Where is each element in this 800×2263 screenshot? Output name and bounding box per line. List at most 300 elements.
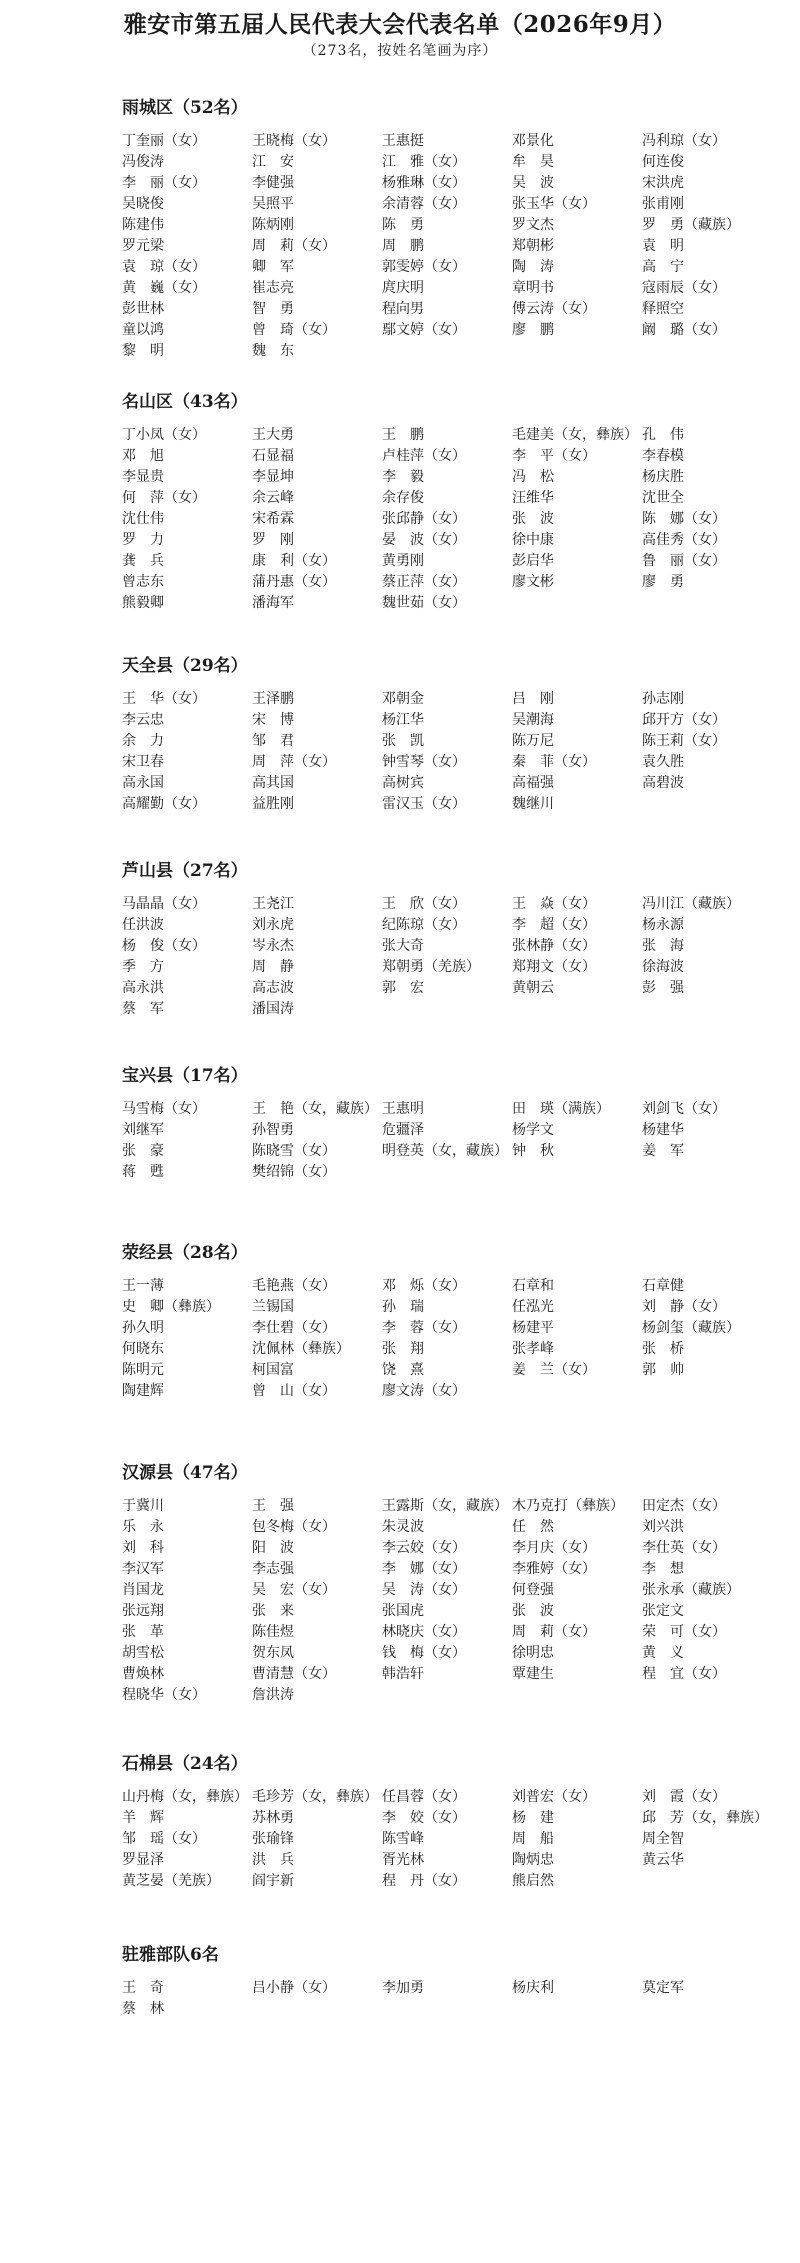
- representative-name: 宋卫春: [122, 754, 164, 770]
- representative-name: 田 瑛（满族）: [512, 1101, 610, 1117]
- representative-name: 王大勇: [252, 427, 294, 443]
- representative-name: 任 然: [512, 1519, 554, 1535]
- representative-name: 周 船: [512, 1831, 554, 1847]
- representative-name: 陶建辉: [122, 1383, 164, 1399]
- representative-name: 张 来: [252, 1603, 294, 1619]
- representative-name: 鲁 丽（女）: [642, 553, 726, 569]
- representative-name: 杨庆胜: [642, 469, 684, 485]
- representative-name: 张 桥: [642, 1341, 684, 1357]
- representative-name: 张 海: [642, 938, 684, 954]
- representative-name: 张 翔: [382, 1341, 424, 1357]
- representative-name: 黄云华: [642, 1852, 684, 1868]
- representative-name: 吴潮海: [512, 712, 554, 728]
- representative-name: 任泓光: [512, 1299, 554, 1315]
- representative-name: 邓朝金: [382, 691, 424, 707]
- representative-name: 余 力: [122, 733, 164, 749]
- representative-name: 高永洪: [122, 980, 164, 996]
- representative-name: 孙智勇: [252, 1122, 294, 1138]
- representative-name: 宋 博: [252, 712, 294, 728]
- representative-name: 杨庆利: [512, 1980, 554, 1996]
- representative-name: 李云姣（女）: [382, 1540, 466, 1556]
- representative-name: 包冬梅（女）: [252, 1519, 336, 1535]
- representative-name: 蔡 军: [122, 1001, 164, 1017]
- representative-name: 韩浩轩: [382, 1666, 424, 1682]
- representative-name: 程 宜（女）: [642, 1666, 726, 1682]
- representative-name: 罗文杰: [512, 217, 554, 233]
- representative-name: 潘海军: [252, 595, 294, 611]
- representative-name: 陈 娜（女）: [642, 511, 726, 527]
- representative-name: 郭 宏: [382, 980, 424, 996]
- representative-name: 杨建平: [512, 1320, 554, 1336]
- representative-name: 何 萍（女）: [122, 490, 206, 506]
- representative-name: 曹焕林: [122, 1666, 164, 1682]
- name-grid: [122, 1978, 782, 2020]
- representative-name: 徐海波: [642, 959, 684, 975]
- section-1: [122, 389, 782, 614]
- representative-name: 肖国龙: [122, 1582, 164, 1598]
- representative-name: 刘 静（女）: [642, 1299, 726, 1315]
- representative-name: 晏 波（女）: [382, 532, 466, 548]
- section-5: [122, 1240, 782, 1402]
- representative-name: 彭启华: [512, 553, 554, 569]
- representative-name: 丁奎丽（女）: [122, 133, 206, 149]
- representative-name: 袁 明: [642, 238, 684, 254]
- representative-name: 傅云涛（女）: [512, 301, 596, 317]
- representative-name: 贺东凤: [252, 1645, 294, 1661]
- representative-name: 李春模: [642, 448, 684, 464]
- representative-name: 张孝峰: [512, 1341, 554, 1357]
- representative-name: 张 波: [512, 1603, 554, 1619]
- representative-name: 张 凯: [382, 733, 424, 749]
- representative-name: 余存俊: [382, 490, 424, 506]
- representative-name: 陈王莉（女）: [642, 733, 726, 749]
- representative-name: 冯俊涛: [122, 154, 164, 170]
- representative-name: 李 毅: [382, 469, 424, 485]
- representative-name: 冯川江（藏族）: [642, 896, 740, 912]
- representative-name: 张 波: [512, 511, 554, 527]
- representative-name: 熊启然: [512, 1873, 554, 1889]
- representative-name: 邓 旭: [122, 448, 164, 464]
- representative-name: 邱 芳（女，彝族）: [642, 1810, 768, 1826]
- representative-name: 高志波: [252, 980, 294, 996]
- section-heading: 荥经县（28名）: [122, 1243, 248, 1263]
- representative-name: 王 艳（女，藏族）: [252, 1101, 378, 1117]
- representative-name: 陈 勇: [382, 217, 424, 233]
- representative-name: 山丹梅（女，彝族）: [122, 1789, 248, 1805]
- representative-name: 邱开方（女）: [642, 712, 726, 728]
- representative-name: 杨剑玺（藏族）: [642, 1320, 740, 1336]
- representative-name: 林晓庆（女）: [382, 1624, 466, 1640]
- representative-name: 余清蓉（女）: [382, 196, 466, 212]
- name-grid: [122, 1099, 782, 1183]
- representative-name: 蔡 林: [122, 2001, 164, 2017]
- representative-name: 罗 力: [122, 532, 164, 548]
- representative-name: 罗元梁: [122, 238, 164, 254]
- representative-name: 饶 熹: [382, 1362, 424, 1378]
- section-heading: 驻雅部队6名: [122, 1945, 219, 1965]
- representative-name: 石显福: [252, 448, 294, 464]
- representative-name: 高佳秀（女）: [642, 532, 726, 548]
- representative-name: 卿 军: [252, 259, 294, 275]
- representative-name: 王 焱（女）: [512, 896, 596, 912]
- representative-name: 李 姣（女）: [382, 1810, 466, 1826]
- representative-name: 黄芝晏（羌族）: [122, 1873, 220, 1889]
- representative-name: 熊毅卿: [122, 595, 164, 611]
- representative-name: 高 宁: [642, 259, 684, 275]
- representative-name: 高碧波: [642, 775, 684, 791]
- representative-name: 释照空: [642, 301, 684, 317]
- representative-name: 乐 永: [122, 1519, 164, 1535]
- section-4: [122, 1063, 782, 1183]
- name-grid: [122, 131, 782, 362]
- representative-name: 黄 巍（女）: [122, 280, 206, 296]
- representative-name: 徐明忠: [512, 1645, 554, 1661]
- representative-name: 沈仕伟: [122, 511, 164, 527]
- representative-name: 吴 涛（女）: [382, 1582, 466, 1598]
- representative-name: 郭雯婷（女）: [382, 259, 466, 275]
- representative-name: 陶炳忠: [512, 1852, 554, 1868]
- representative-name: 张 豪: [122, 1143, 164, 1159]
- representative-name: 宋洪虎: [642, 175, 684, 191]
- representative-name: 王惠明: [382, 1101, 424, 1117]
- section-7: [122, 1751, 782, 1892]
- representative-name: 刘普宏（女）: [512, 1789, 596, 1805]
- representative-name: 曾志东: [122, 574, 164, 590]
- representative-name: 沈佩林（彝族）: [252, 1341, 350, 1357]
- representative-name: 孙久明: [122, 1320, 164, 1336]
- representative-name: 智 勇: [252, 301, 294, 317]
- representative-name: 王一薄: [122, 1278, 164, 1294]
- representative-name: 阚 璐（女）: [642, 322, 726, 338]
- representative-name: 覃建生: [512, 1666, 554, 1682]
- section-2: [122, 653, 782, 815]
- representative-name: 郑翔文（女）: [512, 959, 596, 975]
- representative-name: 高其国: [252, 775, 294, 791]
- representative-name: 毛艳燕（女）: [252, 1278, 336, 1294]
- representative-name: 邓景化: [512, 133, 554, 149]
- representative-name: 鄢文婷（女）: [382, 322, 466, 338]
- representative-name: 吴 波: [512, 175, 554, 191]
- representative-name: 陈晓雪（女）: [252, 1143, 336, 1159]
- representative-name: 王惠挺: [382, 133, 424, 149]
- representative-name: 黄朝云: [512, 980, 554, 996]
- representative-name: 黎 明: [122, 343, 164, 359]
- representative-name: 于冀川: [122, 1498, 164, 1514]
- representative-name: 石章和: [512, 1278, 554, 1294]
- representative-name: 陈雪峰: [382, 1831, 424, 1847]
- representative-name: 何晓东: [122, 1341, 164, 1357]
- representative-name: 张甫刚: [642, 196, 684, 212]
- representative-name: 益胜刚: [252, 796, 294, 812]
- representative-name: 廖 鹏: [512, 322, 554, 338]
- representative-name: 张玉华（女）: [512, 196, 596, 212]
- representative-name: 刘 霞（女）: [642, 1789, 726, 1805]
- representative-name: 朱灵波: [382, 1519, 424, 1535]
- representative-name: 袁 琼（女）: [122, 259, 206, 275]
- representative-name: 杨学文: [512, 1122, 554, 1138]
- representative-name: 王 华（女）: [122, 691, 206, 707]
- representative-name: 邹 瑶（女）: [122, 1831, 206, 1847]
- representative-name: 张 革: [122, 1624, 164, 1640]
- representative-name: 张定文: [642, 1603, 684, 1619]
- representative-name: 黄勇刚: [382, 553, 424, 569]
- representative-name: 洪 兵: [252, 1852, 294, 1868]
- representative-name: 王泽鹏: [252, 691, 294, 707]
- representative-name: 魏世茹（女）: [382, 595, 466, 611]
- representative-name: 邓 烁（女）: [382, 1278, 466, 1294]
- representative-name: 曾 山（女）: [252, 1383, 336, 1399]
- representative-name: 吕小静（女）: [252, 1980, 336, 1996]
- representative-name: 杨建华: [642, 1122, 684, 1138]
- representative-name: 兰锡国: [252, 1299, 294, 1315]
- section-0: [122, 95, 782, 362]
- representative-name: 李雅婷（女）: [512, 1561, 596, 1577]
- representative-name: 周 莉（女）: [252, 238, 336, 254]
- document-subtitle: （273名，按姓名笔画为序）: [302, 43, 498, 59]
- representative-name: 杨 俊（女）: [122, 938, 206, 954]
- representative-name: 章明书: [512, 280, 554, 296]
- section-heading: 雨城区（52名）: [122, 98, 248, 118]
- representative-name: 童以鸿: [122, 322, 164, 338]
- representative-name: 张大奇: [382, 938, 424, 954]
- section-heading: 名山区（43名）: [122, 392, 248, 412]
- representative-name: 程 丹（女）: [382, 1873, 466, 1889]
- representative-name: 王 强: [252, 1498, 294, 1514]
- representative-name: 周 萍（女）: [252, 754, 336, 770]
- representative-name: 王 欣（女）: [382, 896, 466, 912]
- representative-name: 吴晓俊: [122, 196, 164, 212]
- representative-name: 寇雨辰（女）: [642, 280, 726, 296]
- section-heading: 石棉县（24名）: [122, 1754, 248, 1774]
- representative-name: 李 蓉（女）: [382, 1320, 466, 1336]
- representative-name: 史 卿（彝族）: [122, 1299, 220, 1315]
- representative-name: 李 超（女）: [512, 917, 596, 933]
- representative-name: 毛珍芳（女，彝族）: [252, 1789, 378, 1805]
- representative-name: 黄 义: [642, 1645, 684, 1661]
- representative-name: 莫定军: [642, 1980, 684, 1996]
- representative-name: 刘兴洪: [642, 1519, 684, 1535]
- representative-name: 李月庆（女）: [512, 1540, 596, 1556]
- representative-name: 陈明元: [122, 1362, 164, 1378]
- representative-name: 丁小凤（女）: [122, 427, 206, 443]
- representative-name: 荣 可（女）: [642, 1624, 726, 1640]
- representative-name: 王尧江: [252, 896, 294, 912]
- representative-name: 杨永源: [642, 917, 684, 933]
- representative-name: 羊 辉: [122, 1810, 164, 1826]
- representative-name: 吴 宏（女）: [252, 1582, 336, 1598]
- representative-name: 邹 君: [252, 733, 294, 749]
- representative-name: 张邱静（女）: [382, 511, 466, 527]
- representative-name: 崔志亮: [252, 280, 294, 296]
- representative-name: 罗显泽: [122, 1852, 164, 1868]
- representative-name: 秦 菲（女）: [512, 754, 596, 770]
- representative-name: 孙 瑞: [382, 1299, 424, 1315]
- representative-name: 苏林勇: [252, 1810, 294, 1826]
- representative-name: 宋希霖: [252, 511, 294, 527]
- representative-name: 周 静: [252, 959, 294, 975]
- representative-name: 廖文涛（女）: [382, 1383, 466, 1399]
- representative-name: 魏 东: [252, 343, 294, 359]
- representative-name: 蒲丹惠（女）: [252, 574, 336, 590]
- representative-name: 徐中康: [512, 532, 554, 548]
- representative-name: 李显坤: [252, 469, 294, 485]
- representative-name: 周 莉（女）: [512, 1624, 596, 1640]
- representative-name: 康 利（女）: [252, 553, 336, 569]
- representative-name: 王 鹏: [382, 427, 424, 443]
- representative-name: 张国虎: [382, 1603, 424, 1619]
- representative-name: 姜 军: [642, 1143, 684, 1159]
- name-grid: [122, 1787, 782, 1892]
- representative-name: 龚 兵: [122, 553, 164, 569]
- representative-name: 钱 梅（女）: [382, 1645, 466, 1661]
- representative-name: 木乃克打（彝族）: [512, 1498, 624, 1514]
- representative-name: 杨江华: [382, 712, 424, 728]
- representative-name: 何登强: [512, 1582, 554, 1598]
- representative-name: 罗 刚: [252, 532, 294, 548]
- representative-name: 钟 秋: [512, 1143, 554, 1159]
- representative-name: 余云峰: [252, 490, 294, 506]
- representative-name: 何连俊: [642, 154, 684, 170]
- representative-name: 石章健: [642, 1278, 684, 1294]
- representative-name: 孙志刚: [642, 691, 684, 707]
- representative-name: 江 安: [252, 154, 294, 170]
- representative-name: 柯国富: [252, 1362, 294, 1378]
- representative-name: 陈万尼: [512, 733, 554, 749]
- representative-name: 杨 建: [512, 1810, 554, 1826]
- representative-name: 刘 科: [122, 1540, 164, 1556]
- representative-name: 陈佳煜: [252, 1624, 294, 1640]
- representative-name: 刘剑飞（女）: [642, 1101, 726, 1117]
- representative-name: 李健强: [252, 175, 294, 191]
- document-title: 雅安市第五届人民代表大会代表名单（2026年9月）: [123, 11, 677, 38]
- representative-name: 程向男: [382, 301, 424, 317]
- name-grid: [122, 689, 782, 815]
- representative-name: 陈炳刚: [252, 217, 294, 233]
- representative-name: 庹庆明: [382, 280, 424, 296]
- representative-name: 周全智: [642, 1831, 684, 1847]
- representative-name: 彭 强: [642, 980, 684, 996]
- name-grid: [122, 1496, 782, 1706]
- representative-name: 李 丽（女）: [122, 175, 206, 191]
- representative-name: 李 想: [642, 1561, 684, 1577]
- representative-name: 刘永虎: [252, 917, 294, 933]
- representative-name: 李汉军: [122, 1561, 164, 1577]
- representative-name: 雷汉玉（女）: [382, 796, 466, 812]
- representative-name: 阳 波: [252, 1540, 294, 1556]
- representative-name: 胡雪松: [122, 1645, 164, 1661]
- representative-name: 冯利琼（女）: [642, 133, 726, 149]
- representative-name: 任昌蓉（女）: [382, 1789, 466, 1805]
- representative-name: 罗 勇（藏族）: [642, 217, 740, 233]
- section-6: [122, 1460, 782, 1706]
- representative-name: 王 奇: [122, 1980, 164, 1996]
- representative-name: 周 鹏: [382, 238, 424, 254]
- section-heading: 宝兴县（17名）: [122, 1066, 248, 1086]
- name-grid: [122, 894, 782, 1020]
- representative-name: 廖文彬: [512, 574, 554, 590]
- representative-name: 马雪梅（女）: [122, 1101, 206, 1117]
- section-8: [122, 1942, 782, 2020]
- section-3: [122, 858, 782, 1020]
- representative-name: 吕 刚: [512, 691, 554, 707]
- representative-name: 李云忠: [122, 712, 164, 728]
- representative-name: 郑朝彬: [512, 238, 554, 254]
- representative-name: 高福强: [512, 775, 554, 791]
- representative-name: 岑永杰: [252, 938, 294, 954]
- representative-name: 马晶晶（女）: [122, 896, 206, 912]
- representative-name: 牟 昊: [512, 154, 554, 170]
- name-grid: [122, 1276, 782, 1402]
- representative-name: 纪陈琼（女）: [382, 917, 466, 933]
- representative-name: 蒋 甦: [122, 1164, 164, 1180]
- representative-name: 卢桂萍（女）: [382, 448, 466, 464]
- representative-name: 陈建伟: [122, 217, 164, 233]
- name-grid: [122, 425, 782, 614]
- representative-name: 詹洪涛: [252, 1687, 294, 1703]
- representative-name: 高树宾: [382, 775, 424, 791]
- representative-name: 冯 松: [512, 469, 554, 485]
- representative-name: 汪维华: [512, 490, 554, 506]
- representative-name: 魏继川: [512, 796, 554, 812]
- representative-name: 郑朝勇（羌族）: [382, 959, 480, 975]
- representative-name: 李 娜（女）: [382, 1561, 466, 1577]
- representative-name: 彭世林: [122, 301, 164, 317]
- representative-name: 高永国: [122, 775, 164, 791]
- section-heading: 汉源县（47名）: [122, 1463, 248, 1483]
- representative-name: 姜 兰（女）: [512, 1362, 596, 1378]
- representative-name: 李志强: [252, 1561, 294, 1577]
- representative-name: 明登英（女，藏族）: [382, 1143, 508, 1159]
- representative-name: 张林静（女）: [512, 938, 596, 954]
- representative-name: 曹清慧（女）: [252, 1666, 336, 1682]
- representative-name: 毛建美（女，彝族）: [512, 427, 638, 443]
- representative-name: 王露斯（女，藏族）: [382, 1498, 508, 1514]
- representative-name: 杨雅琳（女）: [382, 175, 466, 191]
- representative-name: 高耀勤（女）: [122, 796, 206, 812]
- representative-name: 吴照平: [252, 196, 294, 212]
- representative-name: 李 平（女）: [512, 448, 596, 464]
- representative-name: 张远翔: [122, 1603, 164, 1619]
- representative-name: 张瑜锋: [252, 1831, 294, 1847]
- representative-name: 潘国涛: [252, 1001, 294, 1017]
- representative-name: 李加勇: [382, 1980, 424, 1996]
- representative-name: 钟雪琴（女）: [382, 754, 466, 770]
- representative-name: 李仕碧（女）: [252, 1320, 336, 1336]
- representative-name: 李显贵: [122, 469, 164, 485]
- representative-name: 孔 伟: [642, 427, 684, 443]
- representative-name: 程晓华（女）: [122, 1687, 206, 1703]
- representative-name: 江 雅（女）: [382, 154, 466, 170]
- representative-name: 田定杰（女）: [642, 1498, 726, 1514]
- representative-name: 阎宇新: [252, 1873, 294, 1889]
- representative-name: 郭 帅: [642, 1362, 684, 1378]
- representative-name: 胥光林: [382, 1852, 424, 1868]
- representative-name: 蔡正萍（女）: [382, 574, 466, 590]
- representative-name: 樊绍锦（女）: [252, 1164, 336, 1180]
- representative-name: 廖 勇: [642, 574, 684, 590]
- representative-name: 刘继军: [122, 1122, 164, 1138]
- section-heading: 芦山县（27名）: [122, 861, 248, 881]
- representative-name: 曾 琦（女）: [252, 322, 336, 338]
- representative-name: 任洪波: [122, 917, 164, 933]
- representative-name: 危疆泽: [382, 1122, 424, 1138]
- representative-name: 李仕英（女）: [642, 1540, 726, 1556]
- representative-name: 袁久胜: [642, 754, 684, 770]
- representative-name: 沈世全: [642, 490, 684, 506]
- representative-name: 王晓梅（女）: [252, 133, 336, 149]
- representative-name: 张永承（藏族）: [642, 1582, 740, 1598]
- section-heading: 天全县（29名）: [122, 656, 248, 676]
